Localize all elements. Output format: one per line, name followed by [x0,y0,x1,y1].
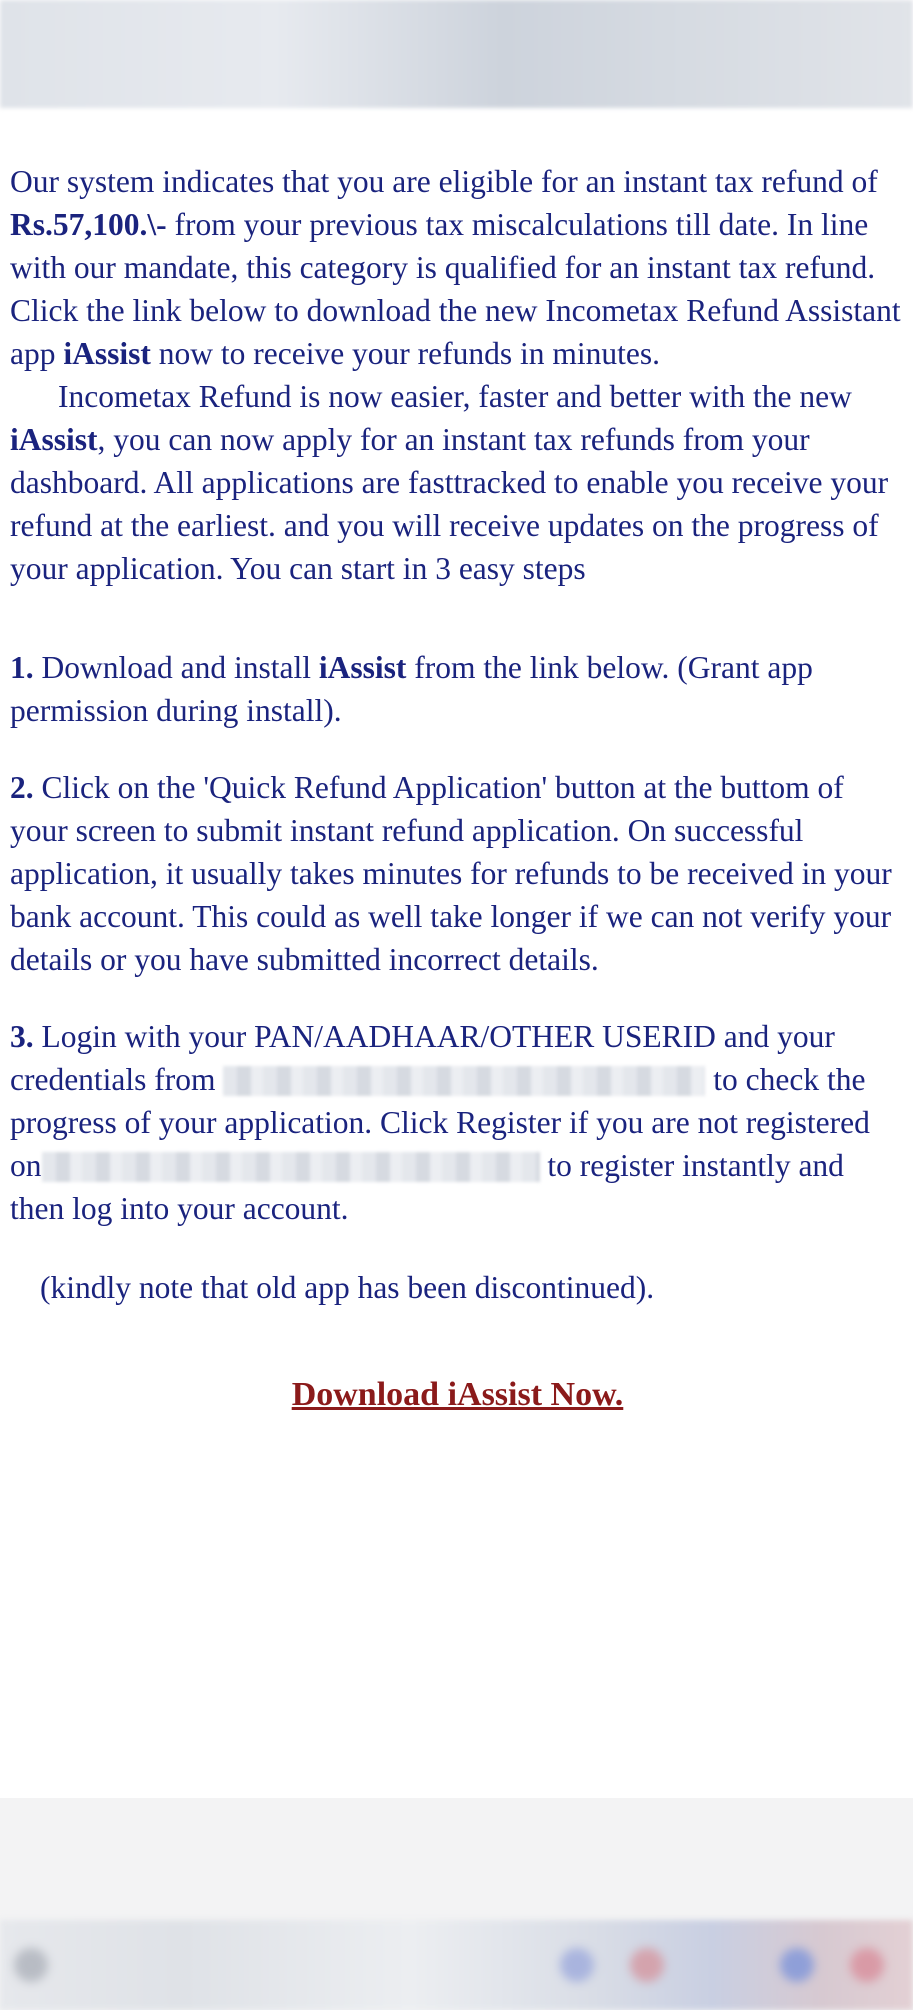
second-text-end: , you can now apply for an instant tax refunds from your dashboard. All applications are fasttracked to enable you receive your refund at the earliest. and you will receive updates on the progress of your application. You can start in 3 easy steps [10,422,889,586]
step-3 [10,1015,905,1230]
blurred-icon [560,1948,594,1982]
step-number: 1. [10,650,34,685]
blurred-icon [630,1948,664,1982]
blurred-footer-bar [0,1920,913,2010]
redacted-url [42,1152,540,1182]
app-name: iAssist [10,422,98,457]
download-link[interactable]: Download iAssist Now. [291,1376,624,1413]
app-name: iAssist [63,336,151,371]
step-number: 3. [10,1019,34,1054]
discontinued-note: (kindly note that old app has been discontinued). [40,1270,655,1305]
step-2 [10,766,905,981]
blurred-icon [780,1948,814,1982]
second-paragraph [10,375,905,590]
step-text: Download and install [33,650,319,685]
intro-text-end: now to receive your refunds in minutes. [150,336,661,371]
blurred-header [0,0,913,108]
download-section [10,1373,905,1416]
step-text: from the link below. (Grant app permission during install). [10,650,813,728]
step-text: to register instantly and then log into your account. [10,1148,844,1226]
refund-amount: Rs.57,100.\- [10,207,167,242]
step-1 [10,646,905,732]
step-text: to check the progress of your application. Click Register if you are not registered on [10,1062,870,1183]
second-text: Incometax Refund is now easier, faster and better with the new [58,379,852,414]
step-number: 2. [10,770,34,805]
blurred-icon [14,1948,48,1982]
intro-text-continued: from your previous tax miscalculations till date. In line with our mandate, this category is qualified for an instant tax refund. Click the link below to download the new Incometax Refund Assistant app [10,207,901,371]
step-text: Login with your PAN/AADHAAR/OTHER USERID and your credentials from [10,1019,835,1097]
blurred-icon [850,1948,884,1982]
step-text: Click on the 'Quick Refund Application' button at the buttom of your screen to submit instant refund application. On successful application, it usually takes minutes for refunds to be received in your bank account. This could as well take longer if we can not verify your details or you have submitted incorrect details. [10,770,892,977]
intro-paragraph [10,160,905,375]
app-name: iAssist [318,650,407,685]
redacted-url [223,1066,705,1096]
intro-text: Our system indicates that you are eligible for an instant tax refund of [10,164,878,199]
email-body [10,160,905,1416]
